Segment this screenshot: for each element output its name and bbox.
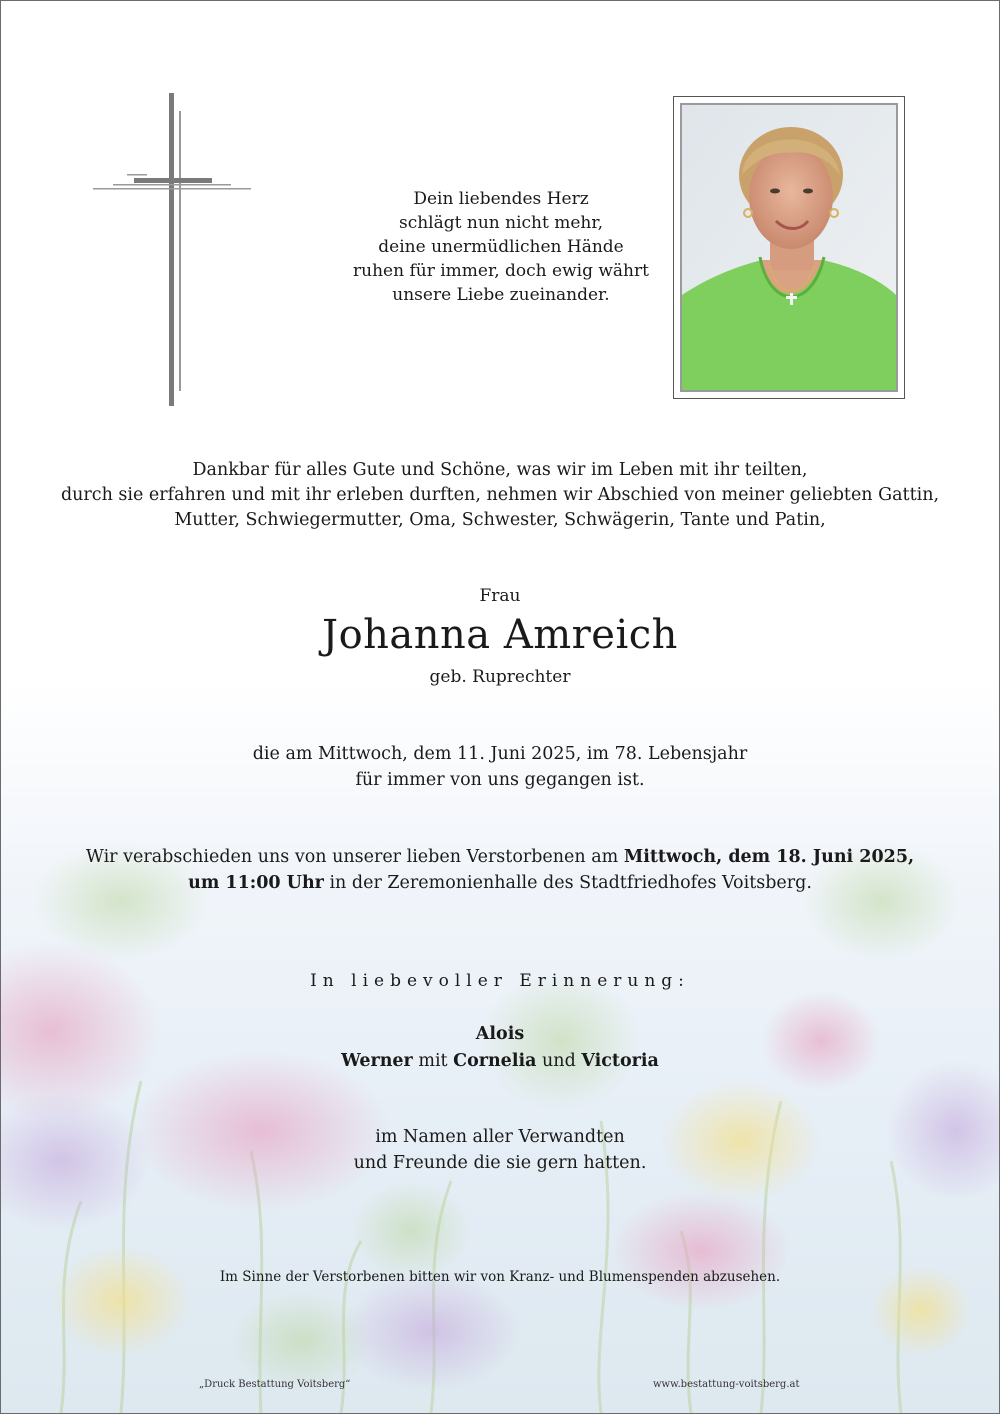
poem-line: ruhen für immer, doch ewig währt	[353, 261, 649, 281]
poem-line: Dein liebendes Herz	[413, 189, 589, 209]
death-notice-line: die am Mittwoch, dem 11. Juni 2025, im 78. Lebensjahr	[252, 744, 748, 764]
funeral-date: Mittwoch, dem 18. Juni 2025,	[623, 847, 915, 867]
closing-line: im Namen aller Verwandten	[375, 1127, 625, 1147]
family-member: Alois	[475, 1024, 525, 1044]
closing-line: und Freunde die sie gern hatten.	[353, 1153, 647, 1173]
death-notice-line: für immer von uns gegangen ist.	[355, 770, 645, 790]
portrait-photo	[680, 103, 898, 392]
funeral-text: Wir verabschieden uns von unserer lieben Verstorbenen am	[85, 847, 624, 867]
family-member: Werner	[341, 1051, 413, 1071]
intro-text	[1, 458, 999, 533]
intro-line: durch sie erfahren und mit ihr erleben durften, nehmen wir Abschied von meiner geliebten Gattin,	[60, 485, 940, 505]
printer-credit: „Druck Bestattung Voitsberg“	[199, 1379, 351, 1390]
intro-line: Dankbar für alles Gute und Schöne, was wir im Leben mit ihr teilten,	[192, 460, 808, 480]
intro-line: Mutter, Schwiegermutter, Oma, Schwester, Schwägerin, Tante und Patin,	[174, 510, 826, 530]
portrait-photo-frame	[673, 96, 905, 399]
poem-line: schlägt nun nicht mehr,	[398, 213, 604, 233]
cross-icon	[93, 93, 253, 408]
deceased-name: Johanna Amreich	[322, 612, 678, 658]
memory-heading: In liebevoller Erinnerung:	[310, 971, 690, 991]
poem-line: unsere Liebe zueinander.	[392, 285, 610, 305]
website-link[interactable]: www.bestattung-voitsberg.at	[653, 1379, 800, 1390]
funeral-time: um 11:00 Uhr	[188, 873, 324, 893]
poem-line: deine unermüdlichen Hände	[378, 237, 624, 257]
family-names	[1, 1021, 999, 1075]
funeral-line-1	[1, 844, 999, 870]
closing-text	[1, 1124, 999, 1176]
funeral-line-2	[1, 870, 999, 896]
family-connector: mit	[412, 1051, 454, 1071]
funeral-details	[1, 844, 999, 896]
maiden-name: geb. Ruprechter	[429, 667, 571, 687]
family-member: Cornelia	[453, 1051, 537, 1071]
family-connector: und	[536, 1051, 582, 1071]
poem	[301, 187, 701, 307]
death-notice	[1, 741, 999, 793]
flower-donation-note: Im Sinne der Verstorbenen bitten wir von Kranz- und Blumenspenden abzusehen.	[219, 1269, 781, 1285]
family-member: Victoria	[581, 1051, 659, 1071]
funeral-location: in der Zeremonienhalle des Stadtfriedhofes Voitsberg.	[323, 873, 812, 893]
salutation: Frau	[479, 586, 521, 606]
